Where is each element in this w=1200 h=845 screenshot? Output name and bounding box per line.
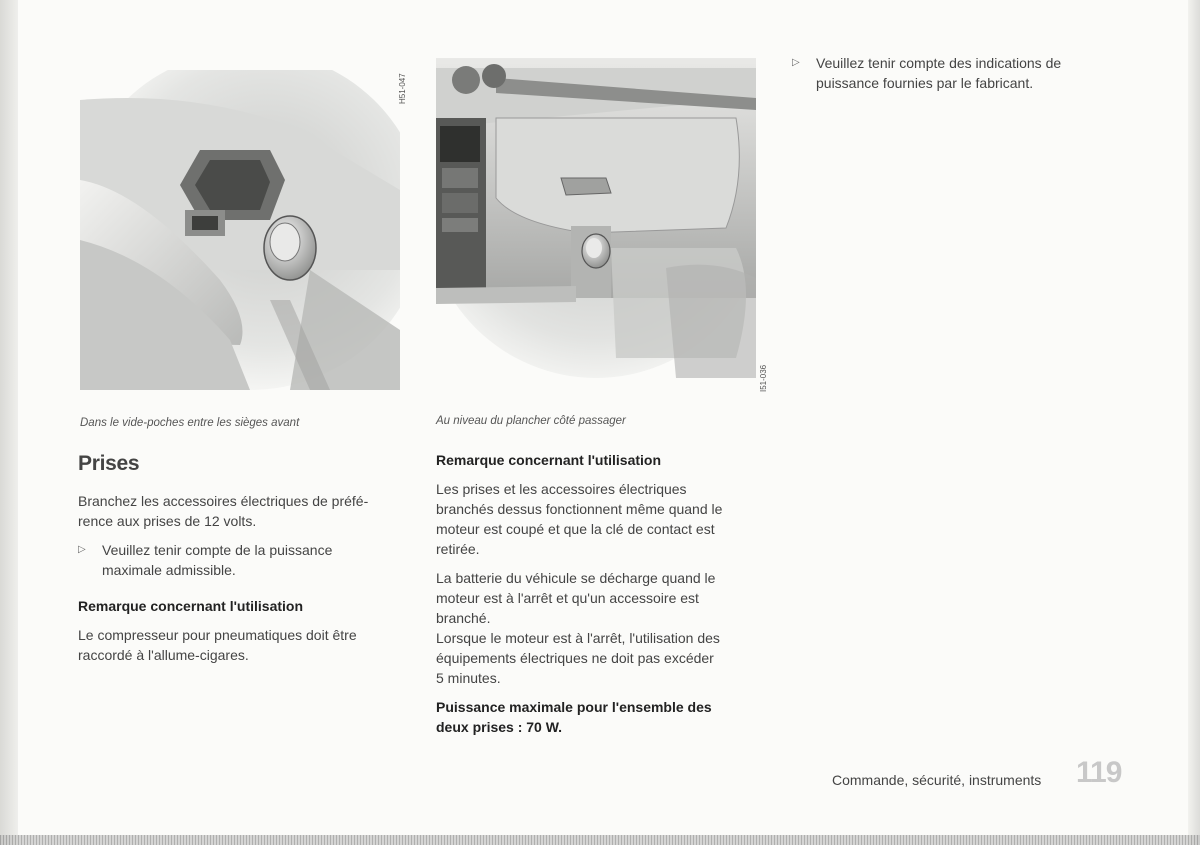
triangle-right-icon: ▷ — [78, 544, 86, 555]
subheading: Remarque concernant l'utilisation — [78, 598, 304, 614]
subheading-2: Remarque concernant l'utilisation — [436, 452, 662, 468]
text-line: La batterie du véhicule se décharge quand le — [436, 570, 716, 586]
text-line: branchés dessus fonctionnent même quand le — [436, 501, 723, 517]
figure-code: H51-047 — [398, 73, 407, 104]
figure-caption-right: Au niveau du plancher côté passager — [436, 415, 626, 427]
intro-paragraph — [78, 491, 408, 531]
note-paragraph — [78, 625, 408, 665]
text-line: Veuillez tenir compte des indications de — [816, 55, 1062, 71]
usage-paragraph-1 — [436, 479, 766, 559]
text-line: équipements électriques ne doit pas excéder — [436, 650, 714, 666]
text-line: branché. — [436, 610, 491, 626]
max-power-note — [436, 697, 766, 737]
text-line: maximale admissible. — [102, 562, 236, 578]
page-left-edge — [0, 0, 18, 845]
text-line: 5 minutes. — [436, 670, 501, 686]
usage-paragraph-2 — [436, 568, 766, 688]
bullet-item — [78, 540, 412, 580]
page-right-edge — [1188, 0, 1200, 845]
figure-caption-left: Dans le vide-poches entre les sièges avant — [80, 417, 300, 429]
text-line: moteur est coupé et que la clé de contact est — [436, 521, 715, 537]
footer-section-title: Commande, sécurité, instruments — [832, 772, 1042, 788]
bullet-item-right — [792, 53, 1136, 93]
text-line: puissance fournies par le fabricant. — [816, 75, 1034, 91]
text-line: moteur est à l'arrêt et qu'un accessoire est — [436, 590, 699, 606]
text-line: deux prises : 70 W. — [436, 719, 563, 735]
figure-code-2: I51-036 — [759, 364, 768, 392]
text-line: Branchez les accessoires électriques de préfé- — [78, 493, 369, 509]
text-line: Veuillez tenir compte de la puissance — [102, 542, 333, 558]
text-line: retirée. — [436, 541, 480, 557]
console-socket-illustration — [80, 70, 400, 390]
text-line: Puissance maximale pour l'ensemble des — [436, 699, 712, 715]
text-line: Lorsque le moteur est à l'arrêt, l'utilisation des — [436, 630, 720, 646]
text-line: raccordé à l'allume-cigares. — [78, 647, 249, 663]
page-number: 119 — [1076, 756, 1122, 789]
triangle-right-icon: ▷ — [792, 57, 800, 68]
section-title: Prises — [78, 452, 140, 475]
page-bottom-edge — [0, 835, 1200, 845]
text-line: rence aux prises de 12 volts. — [78, 513, 257, 529]
text-line: Les prises et les accessoires électriques — [436, 481, 687, 497]
text-line: Le compresseur pour pneumatiques doit être — [78, 627, 357, 643]
footwell-socket-illustration — [436, 58, 756, 378]
